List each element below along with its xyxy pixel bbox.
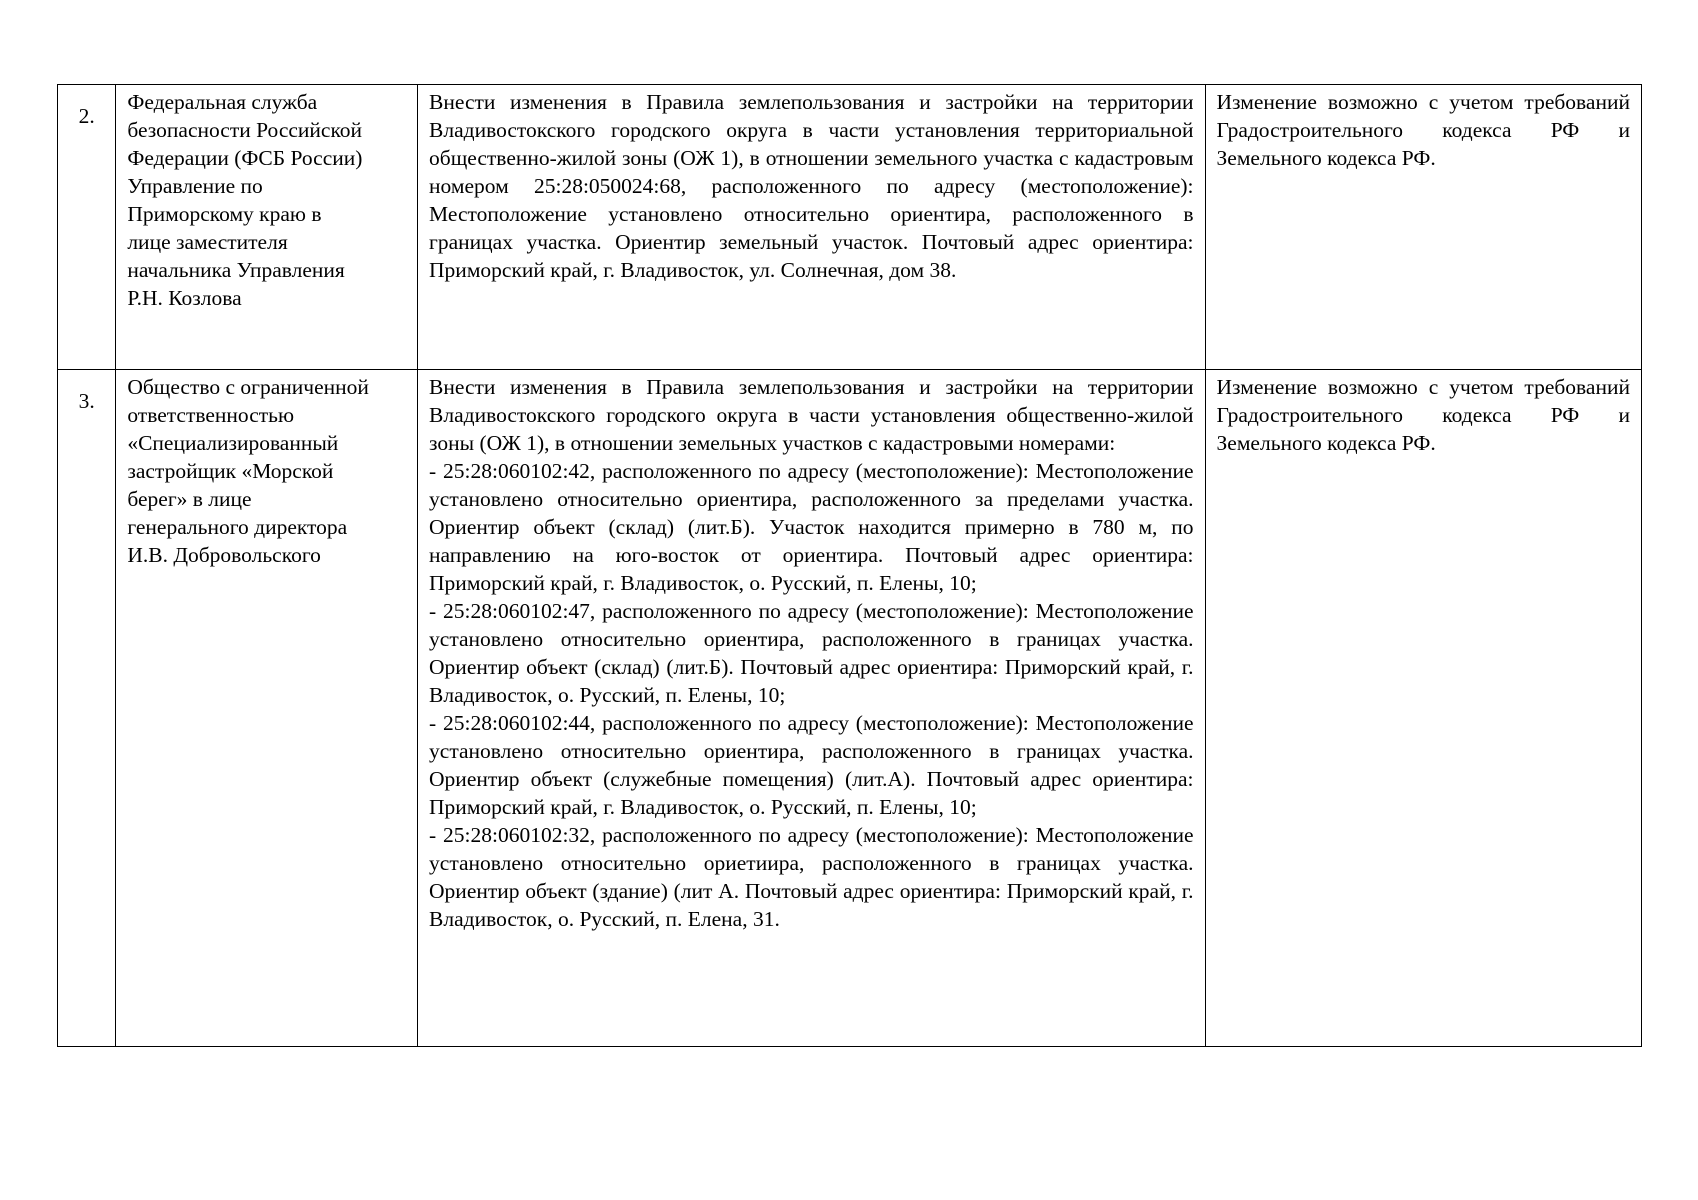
applicant-line: Приморскому краю в bbox=[127, 202, 322, 226]
proposal-paragraph: - 25:28:060102:44, расположенного по адресу (местоположение): Местоположение установлено относительно ориентира, расположенного в границах участка. Ориентир объект (служебные помещения) (лит.А). Почтовый адрес ориентира: Приморский край, г. Владивосток, о. Русский, п. Елены, 10; bbox=[429, 711, 1194, 819]
applicant-line: ответственностью bbox=[127, 403, 295, 427]
applicant-line: генерального директора bbox=[127, 515, 348, 539]
proposal-paragraph: - 25:28:060102:42, расположенного по адресу (местоположение): Местоположение установлено относительно ориентира, расположенного за пределами участка. Ориентир объект (склад) (лит.Б). Участок находится примерно в 780 м, по направлению на юго-восток от ориентира. Почтовый адрес ориентира: Приморский край, г. Владивосток, о. Русский, п. Елены, 10; bbox=[429, 459, 1194, 595]
applicant-line: берег» в лице bbox=[127, 487, 252, 511]
proposal-paragraph: Внести изменения в Правила землепользования и застройки на территории Владивостокского городского округа в части установления общественно-жилой зоны (ОЖ 1), в отношении земельных участков с кадастровыми номерами: bbox=[429, 375, 1194, 455]
applicant-line: начальника Управления bbox=[127, 258, 345, 282]
decision-cell bbox=[1205, 85, 1642, 370]
applicant-line: Федерации (ФСБ России) bbox=[127, 146, 363, 170]
decision-text: Изменение возможно с учетом требований Градостроительного кодекса РФ и Земельного кодекса РФ. bbox=[1216, 375, 1630, 455]
applicant-line: И.В. Добровольского bbox=[127, 543, 321, 567]
applicant-line: безопасности Российской bbox=[127, 118, 363, 142]
decision-cell bbox=[1205, 370, 1642, 1047]
proposal-paragraph: - 25:28:060102:47, расположенного по адресу (местоположение): Местоположение установлено относительно ориентира, расположенного в границах участка. Ориентир объект (склад) (лит.Б). Почтовый адрес ориентира: Приморский край, г. Владивосток, о. Русский, п. Елены, 10; bbox=[429, 599, 1194, 707]
proposal-cell bbox=[418, 85, 1205, 370]
row-number-cell bbox=[58, 370, 116, 1047]
proposals-table bbox=[57, 84, 1642, 1047]
applicant-line: Р.Н. Козлова bbox=[127, 286, 242, 310]
row-number-cell bbox=[58, 85, 116, 370]
applicant-line: лице заместителя bbox=[127, 230, 288, 254]
applicant-line: Управление по bbox=[127, 174, 263, 198]
row-number: 3. bbox=[78, 389, 95, 413]
applicant-line: «Специализированный bbox=[127, 431, 339, 455]
table-row bbox=[58, 370, 1642, 1047]
applicant-cell bbox=[116, 85, 418, 370]
applicant-line: Федеральная служба bbox=[127, 90, 318, 114]
row-number: 2. bbox=[78, 104, 95, 128]
proposal-paragraph: Внести изменения в Правила землепользования и застройки на территории Владивостокского городского округа в части установления территориальной общественно-жилой зоны (ОЖ 1), в отношении земельного участка с кадастровым номером 25:28:050024:68, расположенного по адресу (местоположение): Местоположение установлено относительно ориентира, расположенного в границах участка. Ориентир земельный участок. Почтовый адрес ориентира: Приморский край, г. Владивосток, ул. Солнечная, дом 38. bbox=[429, 90, 1194, 282]
applicant-cell bbox=[116, 370, 418, 1047]
table-row bbox=[58, 85, 1642, 370]
applicant-line: застройщик «Морской bbox=[127, 459, 334, 483]
proposal-paragraph: - 25:28:060102:32, расположенного по адресу (местоположение): Местоположение установлено относительно ориетиира, расположенного в границах участка. Ориентир объект (здание) (лит А. Почтовый адрес ориентира: Приморский край, г. Владивосток, о. Русский, п. Елена, 31. bbox=[429, 823, 1194, 931]
decision-text: Изменение возможно с учетом требований Градостроительного кодекса РФ и Земельного кодекса РФ. bbox=[1216, 90, 1630, 170]
applicant-line: Общество с ограниченной bbox=[127, 375, 369, 399]
proposal-cell bbox=[418, 370, 1205, 1047]
